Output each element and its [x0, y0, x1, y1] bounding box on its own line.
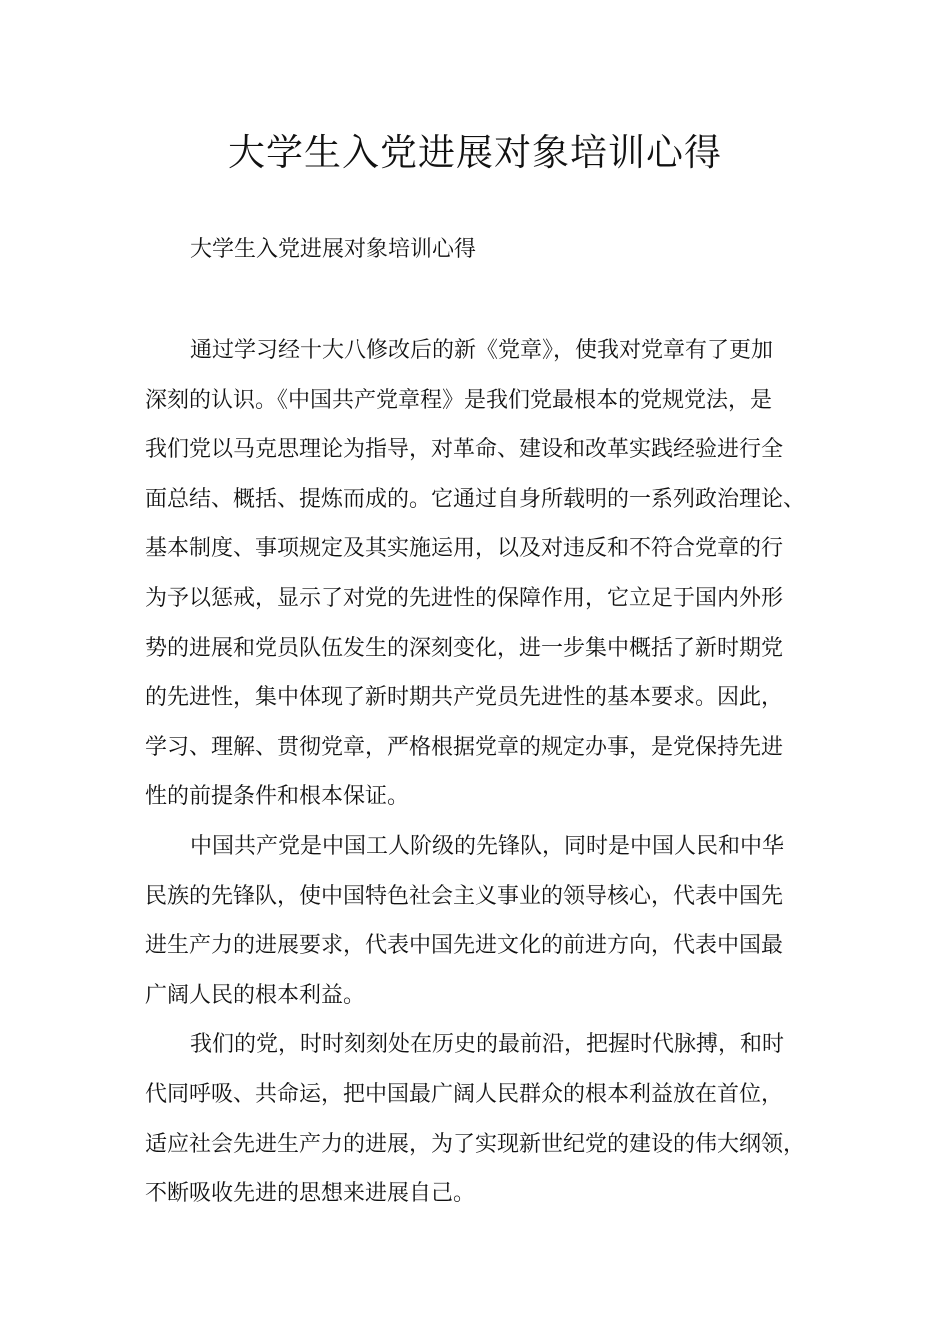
page-title: 大学生入党进展对象培训心得 — [228, 131, 722, 174]
text-line: 不断吸收先进的思想来进展自己。 — [145, 1181, 476, 1207]
text-line: 我们党以马克思理论为指导，对革命、建设和改革实践经验进行全 — [145, 437, 784, 463]
text-line: 学习、理解、贯彻党章，严格根据党章的规定办事，是党保持先进 — [145, 734, 784, 760]
document-body — [145, 331, 825, 1224]
text-line: 中国共产党是中国工人阶级的先锋队，同时是中国人民和中华 — [190, 833, 785, 859]
text-line: 势的进展和党员队伍发生的深刻变化，进一步集中概括了新时期党 — [145, 635, 784, 661]
text-line: 基本制度、事项规定及其实施运用，以及对违反和不符合党章的行 — [145, 536, 784, 562]
text-line: 的先进性，集中体现了新时期共产党员先进性的基本要求。因此， — [145, 685, 784, 711]
text-line: 民族的先锋队，使中国特色社会主义事业的领导核心，代表中国先 — [145, 883, 784, 909]
text-line: 通过学习经十大八修改后的新《党章》，使我对党章有了更加 — [190, 338, 774, 363]
paragraph-3 — [145, 1025, 825, 1223]
text-line: 我们的党，时时刻刻处在历史的最前沿，把握时代脉搏，和时 — [190, 1032, 785, 1058]
paragraph-2 — [145, 827, 825, 1025]
text-line: 代同呼吸、共命运，把中国最广阔人民群众的根本利益放在首位， — [145, 1081, 784, 1107]
text-line: 深刻的认识。《中国共产党章程》是我们党最根本的党规党法，是 — [145, 387, 773, 413]
text-line: 适应社会先进生产力的进展，为了实现新世纪党的建设的伟大纲领， — [145, 1131, 806, 1157]
text-line: 性的前提条件和根本保证。 — [145, 784, 410, 810]
text-line: 进生产力的进展要求，代表中国先进文化的前进方向，代表中国最 — [145, 933, 784, 959]
text-line: 面总结、概括、提炼而成的。它通过自身所载明的一系列政治理论、 — [145, 486, 806, 512]
text-line: 广阔人民的根本利益。 — [145, 982, 366, 1008]
text-line: 为予以惩戒，显示了对党的先进性的保障作用，它立足于国内外形 — [145, 585, 784, 611]
paragraph-1 — [145, 331, 825, 827]
document-subtitle: 大学生入党进展对象培训心得 — [190, 237, 477, 262]
